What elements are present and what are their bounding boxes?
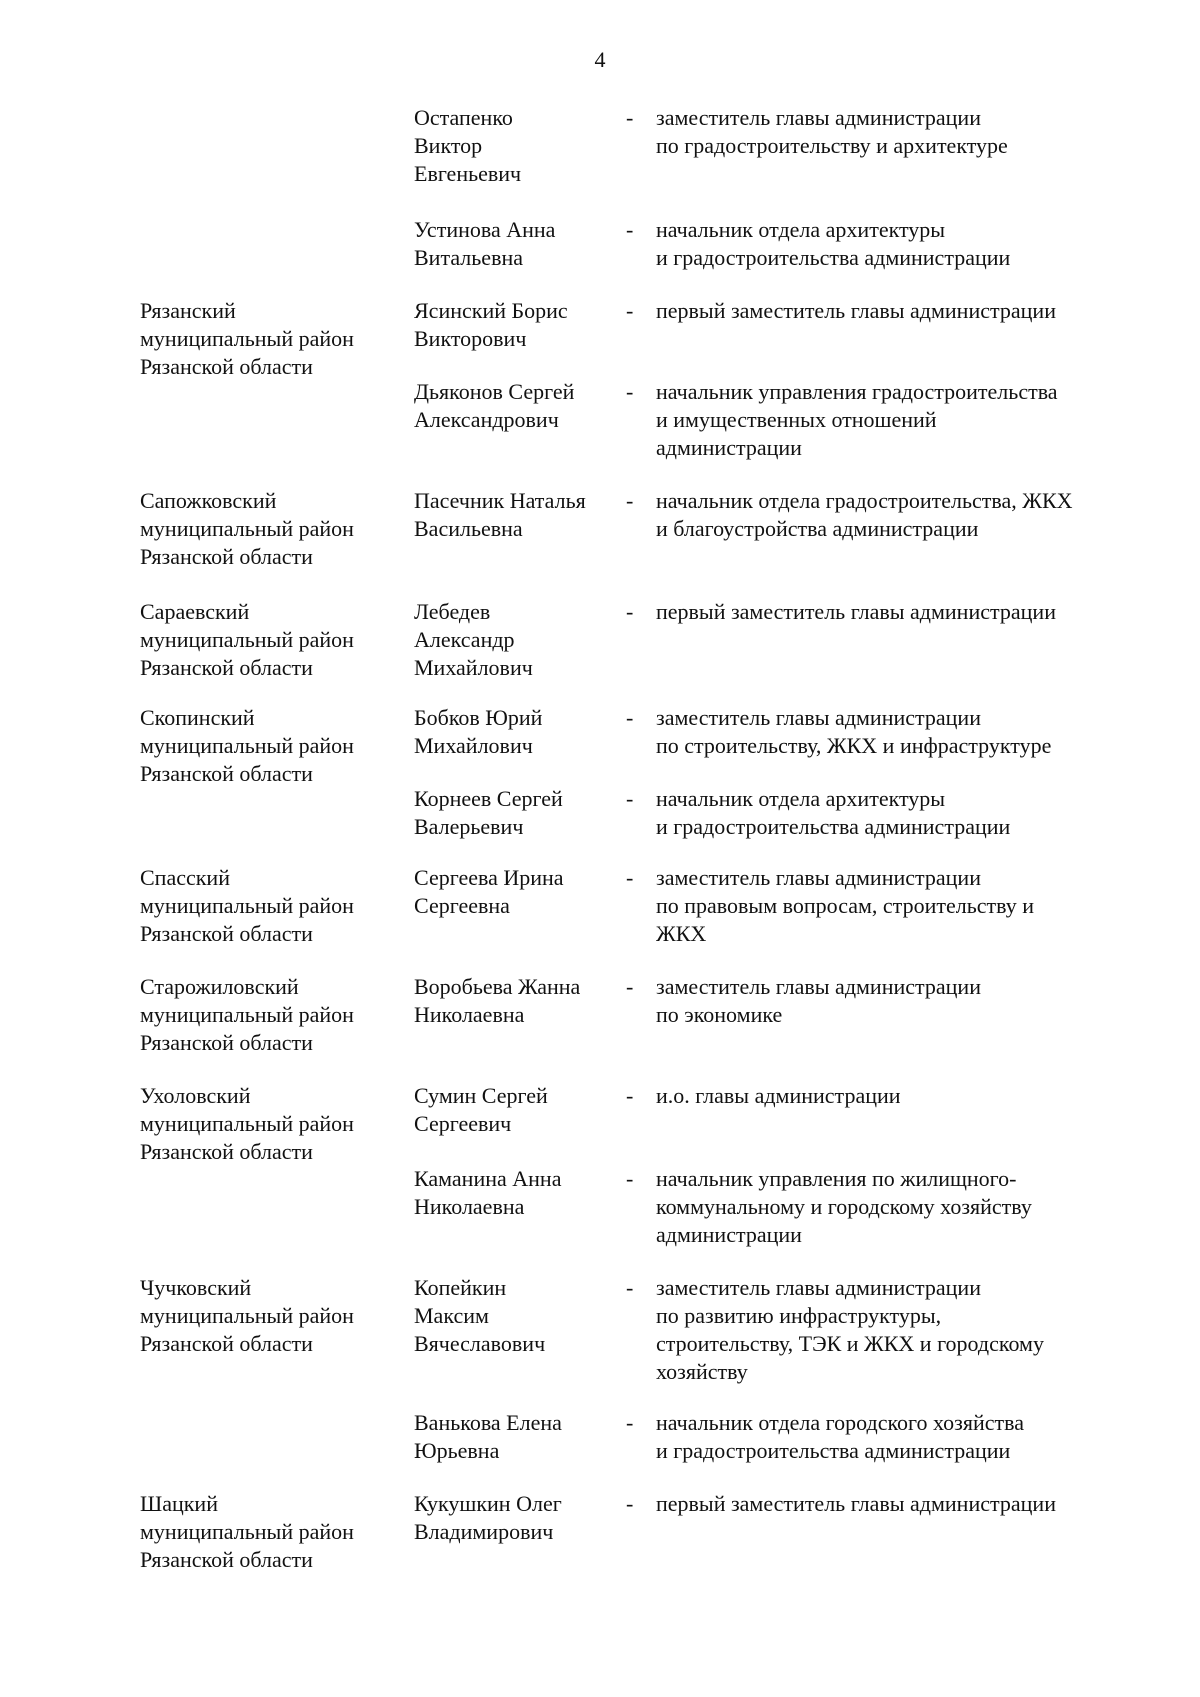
position-title: начальник отдела градостроительства, ЖКХ и благоустройства администрации xyxy=(656,488,1073,541)
separator-dash: - xyxy=(626,488,634,513)
position-title: первый заместитель главы администрации xyxy=(656,298,1056,323)
separator-dash: - xyxy=(626,1083,634,1108)
person-name: Остапенко Виктор Евгеньевич xyxy=(414,105,522,186)
separator-dash: - xyxy=(626,1166,634,1191)
position-title: начальник отдела городского хозяйства и градостроительства администрации xyxy=(656,1410,1024,1463)
person-name: Дьяконов Сергей Александрович xyxy=(414,379,575,432)
separator-dash: - xyxy=(626,865,634,890)
position-title: начальник отдела архитектуры и градостроительства администрации xyxy=(656,786,1011,839)
position-title: заместитель главы администрации по экономике xyxy=(656,974,981,1027)
district-name: Ухоловский муниципальный район Рязанской области xyxy=(140,1083,354,1164)
person-name: Каманина Анна Николаевна xyxy=(414,1166,562,1219)
separator-dash: - xyxy=(626,1410,634,1435)
separator-dash: - xyxy=(626,1275,634,1300)
position-title: заместитель главы администрации по строительству, ЖКХ и инфраструктуре xyxy=(656,705,1052,758)
person-name: Копейкин Максим Вячеславович xyxy=(414,1275,546,1356)
person-name: Ясинский Борис Викторович xyxy=(414,298,568,351)
person-name: Кукушкин Олег Владимирович xyxy=(414,1491,562,1544)
position-title: начальник управления градостроительства и имущественных отношений администрации xyxy=(656,379,1058,460)
separator-dash: - xyxy=(626,599,634,624)
separator-dash: - xyxy=(626,217,634,242)
position-title: первый заместитель главы администрации xyxy=(656,599,1056,624)
person-name: Воробьева Жанна Николаевна xyxy=(414,974,581,1027)
district-name: Сапожковский муниципальный район Рязанской области xyxy=(140,488,354,569)
district-name: Старожиловский муниципальный район Рязанской области xyxy=(140,974,354,1055)
district-name: Чучковский муниципальный район Рязанской области xyxy=(140,1275,354,1356)
person-name: Лебедев Александр Михайлович xyxy=(414,599,533,680)
district-name: Спасский муниципальный район Рязанской области xyxy=(140,865,354,946)
position-title: и.о. главы администрации xyxy=(656,1083,901,1108)
person-name: Сергеева Ирина Сергеевна xyxy=(414,865,564,918)
position-title: заместитель главы администрации по градостроительству и архитектуре xyxy=(656,105,1008,158)
page-number: 4 xyxy=(594,47,606,72)
position-title: заместитель главы администрации по развитию инфраструктуры, строительству, ТЭК и ЖКХ и городскому хозяйству xyxy=(656,1275,1044,1384)
person-name: Устинова Анна Витальевна xyxy=(414,217,556,270)
person-name: Пасечник Наталья Васильевна xyxy=(414,488,586,541)
separator-dash: - xyxy=(626,1491,634,1516)
district-name: Рязанский муниципальный район Рязанской области xyxy=(140,298,354,379)
position-title: начальник управления по жилищного- коммунальному и городскому хозяйству администрации xyxy=(656,1166,1032,1247)
position-title: первый заместитель главы администрации xyxy=(656,1491,1056,1516)
position-title: заместитель главы администрации по правовым вопросам, строительству и ЖКХ xyxy=(656,865,1035,946)
district-name: Скопинский муниципальный район Рязанской области xyxy=(140,705,354,786)
person-name: Сумин Сергей Сергеевич xyxy=(414,1083,548,1136)
separator-dash: - xyxy=(626,105,634,130)
separator-dash: - xyxy=(626,379,634,404)
separator-dash: - xyxy=(626,298,634,323)
separator-dash: - xyxy=(626,974,634,999)
district-name: Шацкий муниципальный район Рязанской области xyxy=(140,1491,354,1572)
person-name: Бобков Юрий Михайлович xyxy=(414,705,543,758)
separator-dash: - xyxy=(626,705,634,730)
person-name: Ванькова Елена Юрьевна xyxy=(414,1410,562,1463)
person-name: Корнеев Сергей Валерьевич xyxy=(414,786,563,839)
position-title: начальник отдела архитектуры и градостроительства администрации xyxy=(656,217,1011,270)
district-name: Сараевский муниципальный район Рязанской области xyxy=(140,599,354,680)
separator-dash: - xyxy=(626,786,634,811)
